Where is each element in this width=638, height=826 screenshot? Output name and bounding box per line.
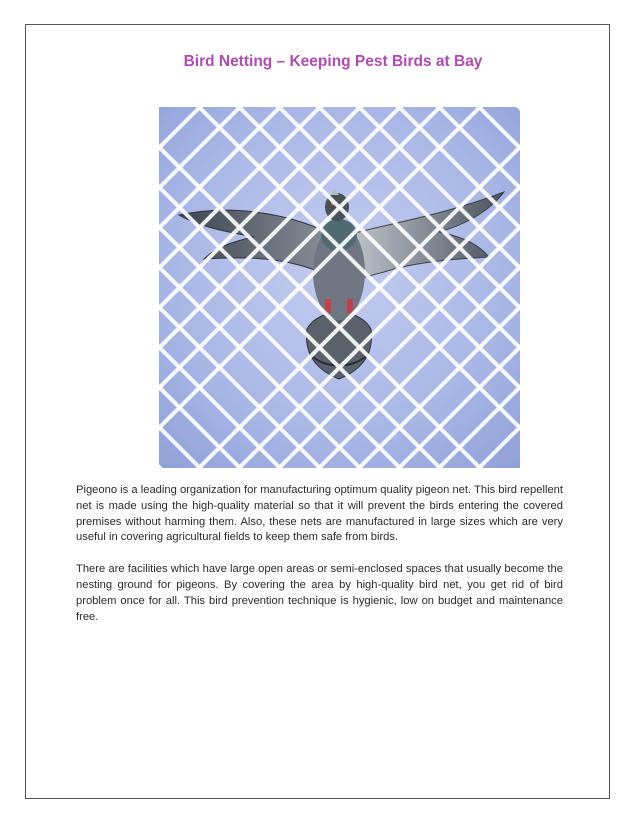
- body-text: [76, 483, 563, 641]
- page-title: Bird Netting – Keeping Pest Birds at Bay: [183, 53, 483, 70]
- paragraph-1: Pigeono is a leading organization for manufacturing optimum quality pigeon net. This bird repellent net is made using the high-quality material so that it will prevent the birds entering the covered premises without harming them. Also, these nets are manufactured in large sizes which are very useful in covering agricultural fields to keep them safe from birds.: [76, 484, 563, 544]
- pigeon-net-photo: [159, 107, 520, 468]
- paragraph-2: There are facilities which have large open areas or semi-enclosed spaces that usually become the nesting ground for pigeons. By covering the area by high-quality bird net, you get rid of bird problem once for all. This bird prevention technique is hygienic, low on budget and maintenance free.: [76, 563, 563, 623]
